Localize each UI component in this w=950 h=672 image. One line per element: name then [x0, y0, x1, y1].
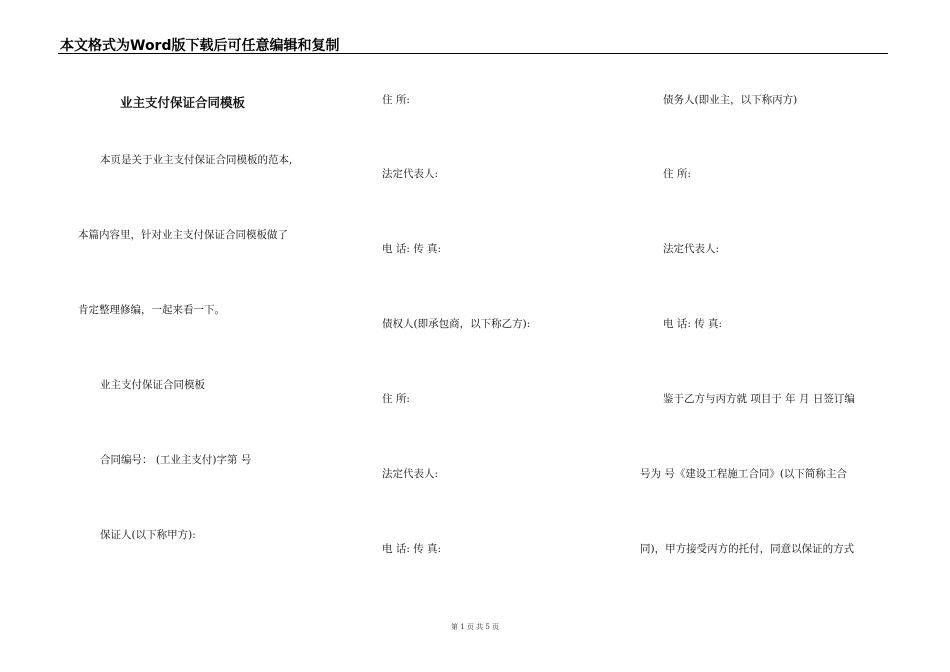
right-line-7: 同)，甲方接受丙方的托付，同意以保证的方式 — [640, 543, 855, 555]
right-line-3: 法定代表人: — [663, 243, 720, 255]
left-line-1: 本页是关于业主支付保证合同模板的范本, — [100, 154, 293, 166]
middle-line-6: 法定代表人: — [382, 468, 439, 480]
left-line-4: 业主支付保证合同模板 — [100, 379, 205, 391]
middle-line-4: 债权人(即承包商，以下称乙方): — [382, 318, 531, 330]
header-divider — [58, 53, 888, 54]
right-line-5: 鉴于乙方与丙方就 项目于 年 月 日签订编 — [663, 393, 855, 405]
middle-line-3: 电 话: 传 真: — [382, 243, 442, 255]
left-line-3: 肯定整理修编，一起来看一下。 — [78, 304, 225, 316]
right-line-6: 号为 号《建设工程施工合同》(以下简称主合 — [640, 468, 847, 480]
right-line-2: 住 所: — [663, 168, 691, 180]
left-line-2: 本篇内容里，针对业主支付保证合同模板做了 — [78, 229, 288, 241]
page-header-title: 本文格式为Word版下载后可任意编辑和复制 — [60, 38, 340, 54]
page-number-footer: 第 1 页 共 5 页 — [450, 623, 500, 631]
left-line-5: 合同编号： (工业主支付)字第 号 — [100, 454, 252, 466]
right-line-1: 债务人(即业主，以下称丙方) — [663, 94, 798, 106]
document-title: 业主支付保证合同模板 — [120, 95, 246, 110]
middle-line-7: 电 话: 传 真: — [382, 543, 442, 555]
right-line-4: 电 话: 传 真: — [663, 318, 723, 330]
middle-line-1: 住 所: — [382, 94, 410, 106]
left-line-6: 保证人(以下称甲方): — [100, 529, 196, 541]
middle-line-5: 住 所: — [382, 393, 410, 405]
middle-line-2: 法定代表人: — [382, 168, 439, 180]
